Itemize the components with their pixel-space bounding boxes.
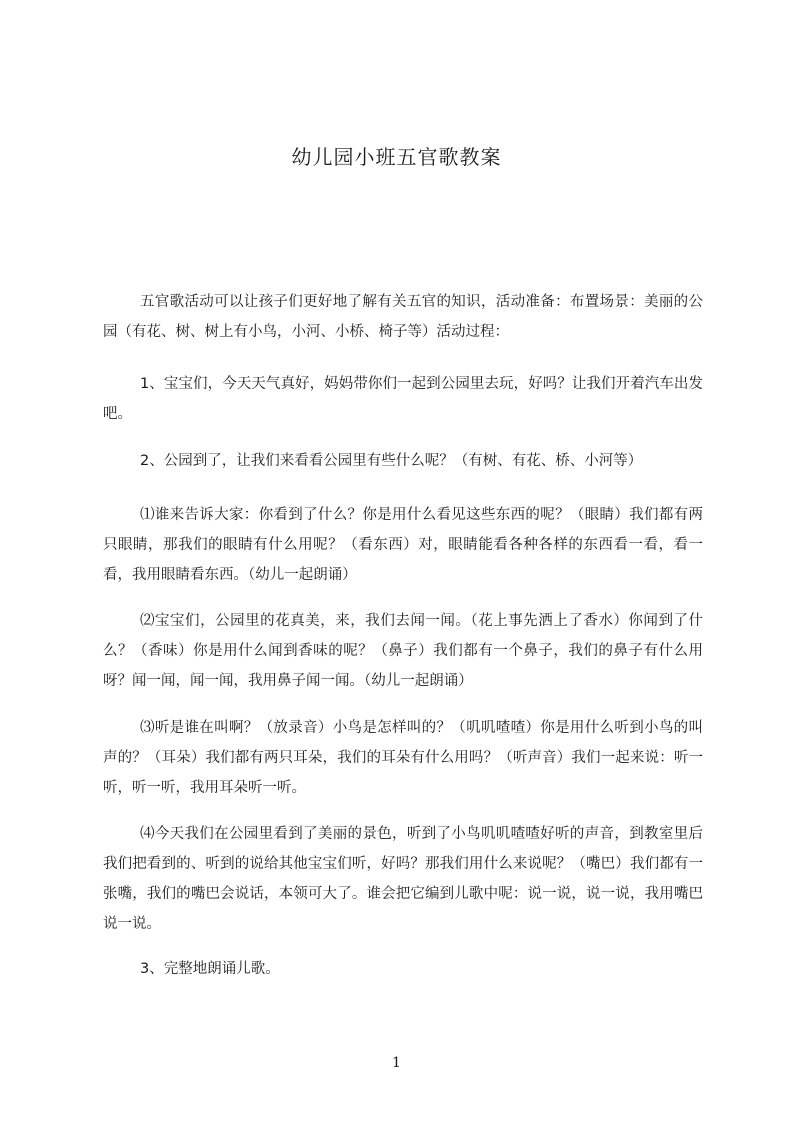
paragraph-intro: 五官歌活动可以让孩子们更好地了解有关五官的知识，活动准备：布置场景：美丽的公园（有花、树、树上有小鸟，小河、小桥、椅子等）活动过程： [103, 294, 703, 340]
paragraph-step-3: 3、完整地朗诵儿歌。 [140, 961, 280, 977]
paragraph-step-1: 1、宝宝们，今天天气真好，妈妈带你们一起到公园里去玩，好吗？让我们开着汽车出发吧。 [103, 376, 703, 422]
paragraph-eyes: ⑴谁来告诉大家：你看到了什么？你是用什么看见这些东西的呢？（眼睛）我们都有两只眼睛，那我们的眼睛有什么用呢？（看东西）对，眼睛能看各种各样的东西看一看，看一看，我用眼睛看东西。（幼儿一起朗诵） [103, 507, 703, 583]
page-number: 1 [392, 1055, 401, 1071]
paragraph-nose: ⑵宝宝们，公园里的花真美，来，我们去闻一闻。（花上事先洒上了香水）你闻到了什么？（香味）你是用什么闻到香味的呢？（鼻子）我们都有一个鼻子，我们的鼻子有什么用呀？闻一闻，闻一闻，我用鼻子闻一闻。（幼儿一起朗诵） [103, 613, 703, 689]
document-title: 幼儿园小班五官歌教案 [291, 145, 502, 169]
paragraph-ears: ⑶听是谁在叫啊？（放录音）小鸟是怎样叫的？（叽叽喳喳）你是用什么听到小鸟的叫声的？（耳朵）我们都有两只耳朵，我们的耳朵有什么用吗？（听声音）我们一起来说：听一听，听一听，我用耳朵听一听。 [103, 720, 703, 796]
paragraph-step-2: 2、公园到了，让我们来看看公园里有些什么呢？（有树、有花、桥、小河等） [140, 453, 643, 469]
paragraph-mouth: ⑷今天我们在公园里看到了美丽的景色，听到了小鸟叽叽喳喳好听的声音，到教室里后我们把看到的、听到的说给其他宝宝们听，好吗？那我们用什么来说呢？（嘴巴）我们都有一张嘴，我们的嘴巴会说话，本领可大了。谁会把它编到儿歌中呢：说一说，说一说，我用嘴巴说一说。 [103, 826, 703, 932]
